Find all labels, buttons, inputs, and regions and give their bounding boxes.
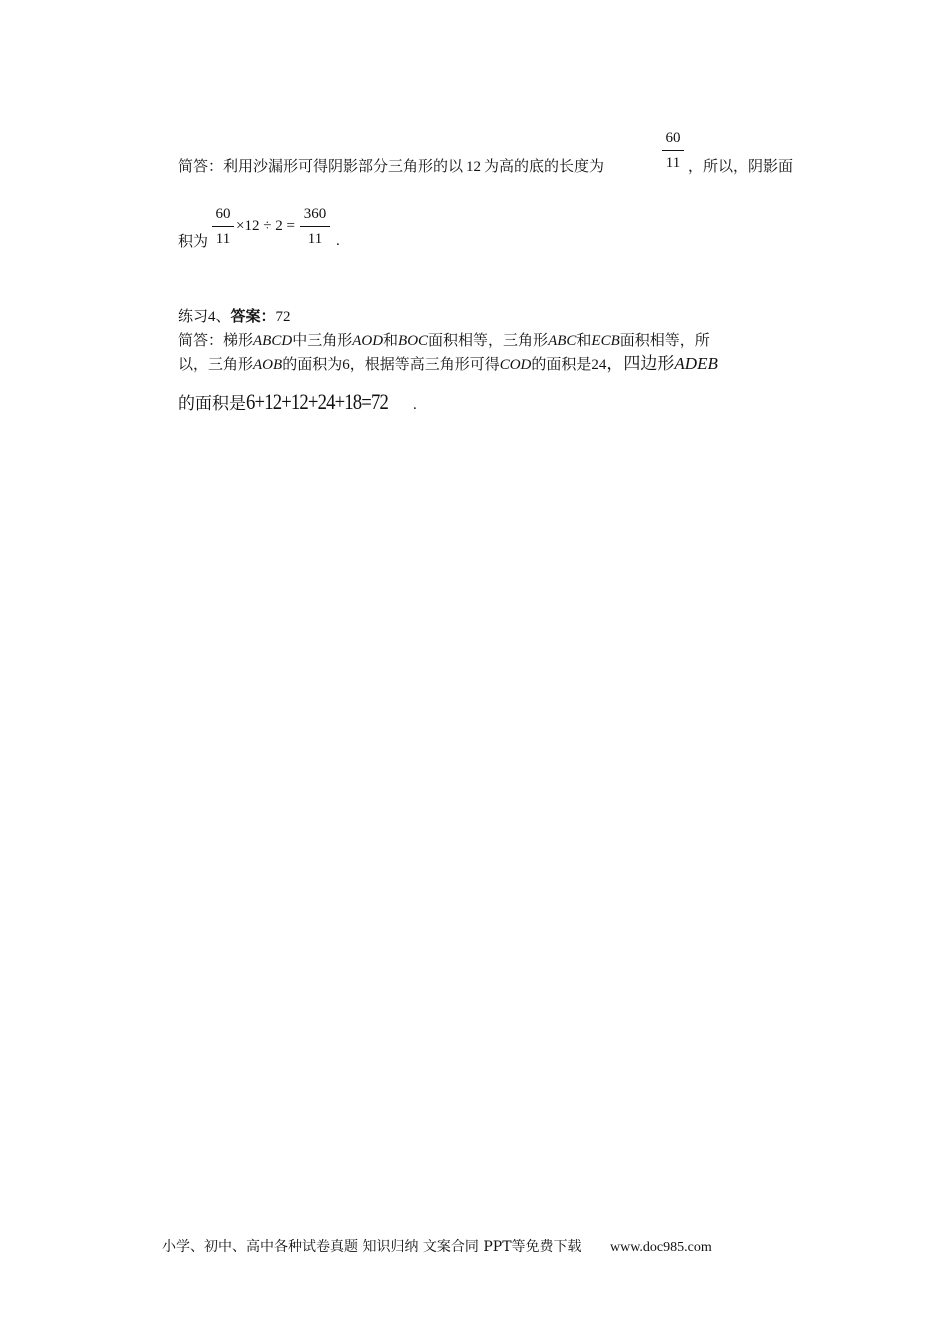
text-segment: 为高的底的长度为 bbox=[484, 157, 605, 175]
text-segment: 简答：梯形 bbox=[178, 331, 254, 349]
text-segment: 简答：利用沙漏形可得阴影部分三角形的以 bbox=[178, 157, 464, 175]
var-aod: AOD bbox=[352, 333, 384, 349]
text-segment: 的面积为 bbox=[282, 355, 343, 373]
var-abcd: ABCD bbox=[253, 333, 293, 349]
expression-period: . bbox=[413, 397, 417, 413]
text-segment: ，四边形 bbox=[606, 354, 675, 374]
exercise-number: 4、 bbox=[208, 309, 231, 325]
footer-url: www.doc985.com bbox=[609, 1240, 712, 1255]
exercise-4-line-3 bbox=[178, 388, 417, 419]
fraction-60-over-11 bbox=[662, 128, 684, 173]
area-sum-expression: 6+12+12+24+18=72 bbox=[246, 389, 388, 414]
fraction-bar bbox=[300, 226, 330, 227]
fraction-60-over-11-b bbox=[212, 204, 234, 249]
answer-line-1 bbox=[178, 156, 604, 177]
expression-period: . bbox=[336, 233, 340, 249]
number-12: 12 bbox=[466, 159, 482, 175]
fraction-bar bbox=[212, 226, 234, 227]
exercise-4-title bbox=[178, 306, 291, 327]
exercise-4-line-1 bbox=[178, 330, 710, 351]
text-segment: 以，三角形 bbox=[178, 355, 254, 373]
text-segment: 的面积是 bbox=[178, 394, 246, 414]
text-segment: 中三角形 bbox=[292, 331, 353, 349]
fraction-denominator: 11 bbox=[215, 231, 231, 247]
answer-line-1-tail: ，所以，阴影面 bbox=[688, 157, 794, 175]
page-footer bbox=[162, 1236, 712, 1256]
answer-value: 72 bbox=[275, 309, 291, 325]
fraction-numerator: 60 bbox=[665, 130, 681, 146]
fraction-denominator: 11 bbox=[665, 155, 681, 171]
number-6: 6 bbox=[342, 357, 350, 373]
expression-operators: ×12 ÷ 2 = bbox=[236, 218, 295, 234]
text-segment: 练习 bbox=[178, 307, 209, 325]
var-adeb: ADEB bbox=[674, 354, 718, 373]
text-segment: 的面积是 bbox=[531, 355, 592, 373]
fraction-bar bbox=[662, 150, 684, 151]
text-segment: 和 bbox=[576, 331, 592, 349]
text-segment: 面积相等，三角形 bbox=[428, 331, 549, 349]
answer-line-2-label: 积为 bbox=[178, 232, 209, 250]
var-abc: ABC bbox=[548, 333, 577, 349]
exercise-4-line-2 bbox=[178, 354, 718, 375]
footer-text: 小学、初中、高中各种试卷真题 知识归纳 文案合同 PPT等免费下载 bbox=[162, 1239, 582, 1255]
text-segment: ，根据等高三角形可得 bbox=[349, 355, 500, 373]
fraction-numerator: 60 bbox=[215, 206, 231, 222]
number-24: 24 bbox=[591, 357, 607, 373]
fraction-numerator: 360 bbox=[303, 206, 327, 222]
var-cod: COD bbox=[499, 357, 532, 373]
text-segment: 和 bbox=[383, 331, 399, 349]
fraction-360-over-11 bbox=[300, 204, 330, 249]
answer-label: 答案： bbox=[230, 307, 276, 325]
text-segment: 面积相等，所 bbox=[619, 331, 710, 349]
var-boc: BOC bbox=[398, 333, 429, 349]
var-ecb: ECB bbox=[591, 333, 620, 349]
fraction-denominator: 11 bbox=[307, 231, 323, 247]
var-aob: AOB bbox=[253, 357, 283, 373]
